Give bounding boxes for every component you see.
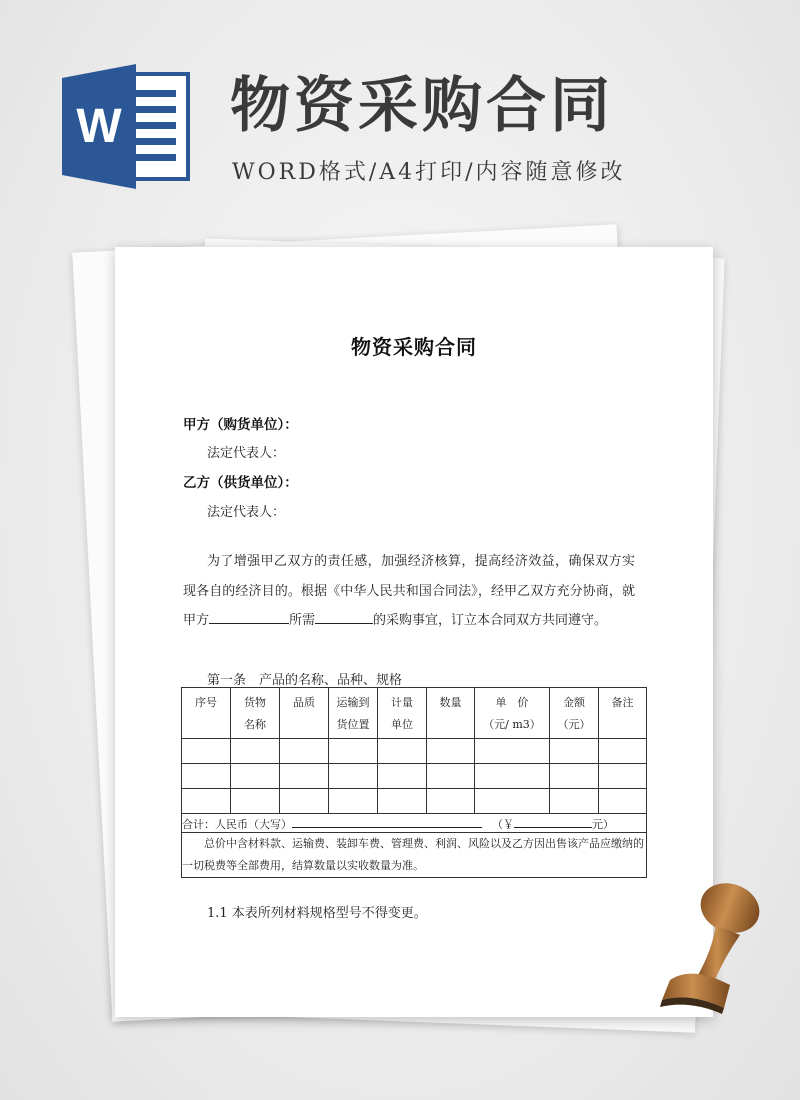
clause-1-1: 1.1 本表所列材料规格型号不得变更。 <box>207 906 427 921</box>
blank-field <box>514 814 592 828</box>
total-row <box>182 814 647 833</box>
document-page <box>115 247 713 1017</box>
total-cell: 合计：人民币（大写） （￥ 元） <box>182 814 647 833</box>
word-document-icon <box>62 64 192 189</box>
table-header-row <box>182 688 647 739</box>
goods-table <box>181 687 647 878</box>
party-b-label: 乙方（供货单位）： <box>183 475 298 491</box>
stamp-icon <box>652 880 777 1025</box>
contract-preamble: 为了增强甲乙双方的责任感，加强经济核算，提高经济效益，确保双方实现各自的经济目的。根据《中华人民共和国合同法》，经甲乙双方充分协商，就甲方 所需 的采购事宜，订立本合同双方共同遵守。 <box>183 554 635 628</box>
column-header: 品质 <box>280 688 329 739</box>
column-header: 货物 名称 <box>231 688 280 739</box>
page-title: 物资采购合同 <box>230 71 614 141</box>
table-row <box>182 764 647 789</box>
table-row <box>182 739 647 764</box>
note-row <box>182 833 647 878</box>
note-cell: 总价中含材料款、运输费、装卸车费、管理费、利润、风险以及乙方因出售该产品应缴纳的一切税费等全部费用，结算数量以实收数量为准。 <box>182 833 647 878</box>
party-a-label: 甲方（购货单位）： <box>183 417 298 433</box>
party-a-representative: 法定代表人： <box>207 446 286 461</box>
blank-field <box>209 610 289 624</box>
party-b-representative: 法定代表人： <box>207 505 286 520</box>
svg-text:W: W <box>76 100 122 153</box>
column-header: 单 价 （元/ m3） <box>475 688 550 739</box>
column-header: 数量 <box>427 688 475 739</box>
column-header: 备注 <box>599 688 647 739</box>
document-title: 物资采购合同 <box>351 335 477 359</box>
blank-field <box>315 610 373 624</box>
column-header: 金额 （元） <box>550 688 599 739</box>
column-header: 序号 <box>182 688 231 739</box>
blank-field <box>292 814 482 828</box>
page-subtitle: WORD格式/A4打印/内容随意修改 <box>232 160 626 185</box>
table-row <box>182 789 647 814</box>
column-header: 运输到 货位置 <box>329 688 378 739</box>
column-header: 计量 单位 <box>378 688 427 739</box>
article-1-heading: 第一条 产品的名称、品种、规格 <box>207 673 403 688</box>
